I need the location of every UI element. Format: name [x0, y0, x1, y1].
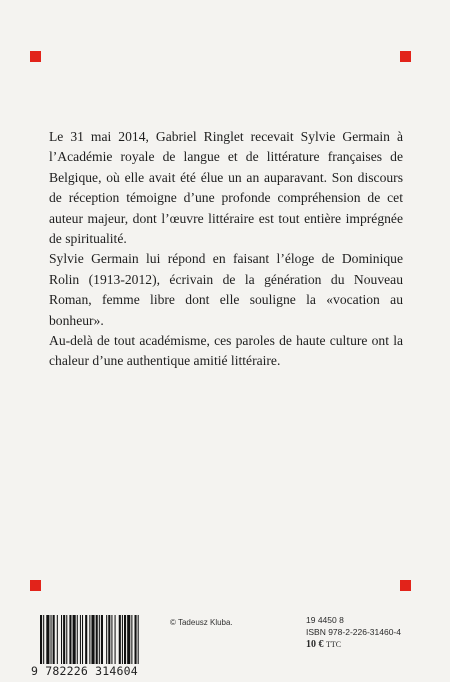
- blurb-paragraph-2: Sylvie Germain lui répond en faisant l’éloge de Dominique Rolin (1913-2012), écrivain de la génération du Nouveau Roman, femme libre dont elle souligne la «vocation au bonheur».: [49, 251, 403, 328]
- red-square-top-left: [30, 51, 41, 62]
- barcode-bar: [66, 615, 67, 667]
- photo-credit: © Tadeusz Kluba.: [170, 618, 233, 627]
- price: [306, 639, 401, 651]
- barcode-bar: [127, 615, 130, 667]
- barcode-bar: [51, 615, 52, 667]
- barcode-bar: [122, 615, 123, 667]
- barcode-bar: [63, 615, 65, 667]
- barcode-bar: [135, 615, 137, 667]
- barcode-bar: [85, 615, 87, 667]
- barcode-bar: [46, 615, 49, 667]
- barcode-bar: [82, 615, 83, 667]
- barcode-bar: [89, 615, 90, 667]
- barcode-bar: [73, 615, 76, 667]
- barcode-bars: [40, 615, 164, 667]
- barcode-bar: [91, 615, 94, 667]
- blurb-paragraph-3: Au-delà de tout académisme, ces paroles de haute culture ont la chaleur d’une authentique amitié littéraire.: [49, 333, 403, 369]
- barcode-bar: [40, 615, 42, 667]
- back-cover-blurb: [49, 127, 403, 372]
- barcode-bar: [96, 615, 98, 667]
- barcode-bar: [101, 615, 103, 667]
- barcode-bar: [115, 615, 116, 667]
- product-code: 19 4450 8: [306, 615, 344, 625]
- barcode-bar: [108, 615, 110, 667]
- red-square-bottom-left: [30, 580, 41, 591]
- barcode-bar: [53, 615, 55, 667]
- barcode-digits: 9 782226 314604: [30, 664, 181, 678]
- price-tax: TTC: [326, 640, 342, 649]
- barcode-bar: [57, 615, 58, 667]
- barcode-bar: [111, 615, 112, 667]
- barcode-bar: [43, 615, 44, 667]
- barcode-bar: [80, 615, 81, 667]
- barcode-bar: [61, 615, 62, 667]
- isbn: ISBN 978-2-226-31460-4: [306, 627, 401, 637]
- barcode-bar: [77, 615, 78, 667]
- barcode-bar: [119, 615, 121, 667]
- red-square-top-right: [400, 51, 411, 62]
- publication-info: [306, 614, 401, 651]
- barcode-bar: [131, 615, 132, 667]
- blurb-paragraph-1: Le 31 mai 2014, Gabriel Ringlet recevait Sylvie Germain à l’Académie royale de langue et de littérature françaises de Belgique, où elle avait été élue un an auparavant. Son discours de réception témoigne d’une profonde compréhension de cet auteur majeur, dont l’œuvre littéraire est tout entière imprégnée de spiritualité.: [49, 129, 403, 247]
- barcode-bar: [138, 615, 139, 667]
- barcode-bar: [69, 615, 71, 667]
- barcode-bar: [124, 615, 126, 667]
- barcode-bar: [106, 615, 107, 667]
- red-square-bottom-right: [400, 580, 411, 591]
- barcode-bar: [99, 615, 100, 667]
- price-amount: 10 €: [306, 639, 324, 650]
- barcode: [30, 615, 164, 678]
